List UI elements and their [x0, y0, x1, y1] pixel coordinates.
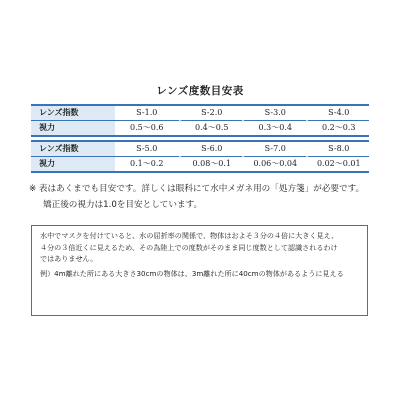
lens-value: S-6.0	[179, 142, 243, 157]
lens-value: S-5.0	[115, 142, 179, 157]
lens-value: S-2.0	[179, 106, 243, 121]
lens-table-2	[31, 140, 369, 173]
note-line: ※ 表はあくまでも目安です。詳しくは眼科にて水中メガネ用の「処方箋」が必要です。	[29, 184, 365, 194]
lens-index-label: レンズ指数	[31, 106, 115, 121]
vision-value: 0.5〜0.6	[130, 123, 164, 132]
lens-index-label: レンズ指数	[31, 142, 115, 157]
lens-table-1	[31, 104, 369, 137]
lens-value: S-7.0	[242, 142, 306, 157]
table-row	[31, 121, 369, 135]
vision-value: 0.08〜0.1	[179, 157, 243, 171]
vision-value: 0.02〜0.01	[306, 157, 370, 171]
example-line: 例）4m離れた所にある大きさ30cmの物体は、3m離れた所に40cmの物体があるように見える	[40, 268, 344, 278]
info-line: ４分の３倍近くに見えるため、その為陸上での度数がそのまま同じ度数として認識されるわけ	[40, 242, 338, 252]
vision-label: 視力	[31, 157, 115, 171]
table-row	[31, 106, 369, 121]
note-line: 矯正後の視力は1.0を目安としています。	[43, 200, 203, 210]
notes	[29, 181, 379, 213]
vision-label: 視力	[31, 121, 115, 135]
vision-value: 0.2〜0.3	[306, 121, 370, 135]
vision-value: 0.1〜0.2	[130, 159, 164, 168]
info-line: 水中でマスクを付けていると、水の屈折率の関係で、物体はおよそ３分の４倍に大きく見え、	[40, 231, 339, 240]
lens-value: S-3.0	[242, 106, 306, 121]
table-row	[31, 142, 369, 157]
table-row	[31, 157, 369, 171]
vision-value: 0.06〜0.04	[242, 157, 306, 171]
lens-value: S-4.0	[306, 106, 370, 121]
lens-value: S-1.0	[115, 106, 179, 121]
lens-value: S-8.0	[306, 142, 370, 157]
vision-value: 0.3〜0.4	[242, 121, 306, 135]
info-line: ではありません。	[40, 254, 98, 263]
info-box	[31, 225, 368, 316]
vision-value: 0.4〜0.5	[179, 121, 243, 135]
page-title: レンズ度数目安表	[156, 85, 244, 97]
